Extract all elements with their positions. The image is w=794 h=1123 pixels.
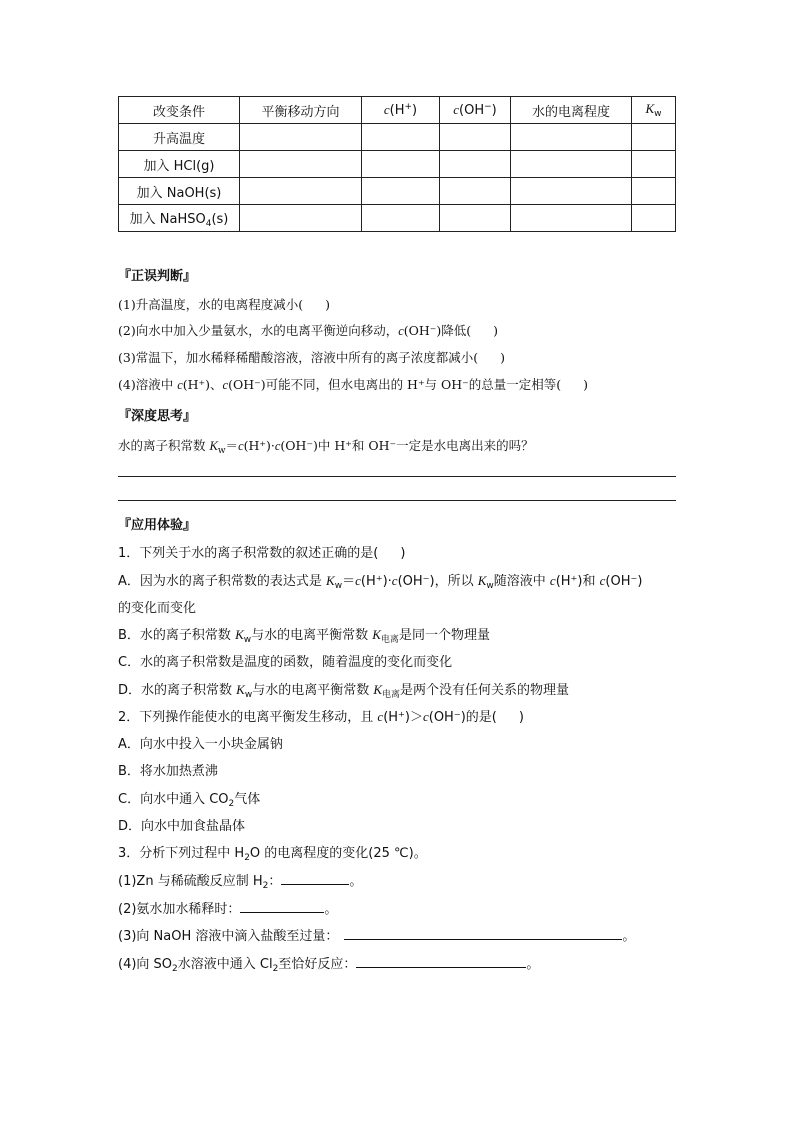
answer-blank-2[interactable] xyxy=(240,900,324,913)
answer-blank-3[interactable] xyxy=(344,927,622,940)
q2-option-c: C．向水中通入 $CO_2$气体 xyxy=(118,792,261,809)
answer-blank-1[interactable] xyxy=(281,872,349,885)
q3-part-1: (1)Zn 与稀硫酸反应制 $H_2$： 。 xyxy=(118,874,363,891)
q3-part-4: (4)向 $SO_2$水溶液中通入 $Cl_2$至恰好反应： 。 xyxy=(118,957,540,974)
header-shift-direction: 平衡移动方向 xyxy=(240,97,362,124)
q1-option-d: D．水的离子积常数 $K_w$与水的电离平衡常数 $K_{电离}$是两个没有任何关系的物理量 xyxy=(118,682,570,700)
q3-part-3: (3)向 NaOH 溶液中滴入盐酸至过量： 。 xyxy=(118,929,636,944)
q2-option-d: D．向水中加食盐晶体 xyxy=(118,819,246,834)
header-condition: 改变条件 xyxy=(119,97,240,124)
judge-item-4: (4)溶液中 c(H⁺)、c(OH⁻)可能不同，但水电离出的 H⁺与 OH⁻的总量一定相等( ) xyxy=(118,377,589,392)
q1-option-a-cont: 的变化而变化 xyxy=(118,601,197,616)
answer-blank-4[interactable] xyxy=(356,955,526,968)
apply-title: 『应用体验』 xyxy=(118,518,197,533)
header-c-oh: c(OH−) xyxy=(440,97,511,124)
q1-option-c: C．水的离子积常数是温度的函数，随着温度的变化而变化 xyxy=(118,655,453,670)
row-condition: 加入 NaHSO$_4$(s) xyxy=(119,205,240,232)
q1-option-a: A．因为水的离子积常数的表达式是 $K_w=c(H^+)\cdot c(OH^-)$，所以 $K_w$随溶液中 c(H⁺)和 c(OH⁻) xyxy=(118,573,643,591)
q1-stem: 1．下列关于水的离子积常数的叙述正确的是( ) xyxy=(118,546,406,561)
header-ionization-degree: 水的电离程度 xyxy=(511,97,632,124)
condition-table-wrap xyxy=(118,96,678,232)
answer-line-1 xyxy=(118,476,676,477)
q2-stem: 2．下列操作能使水的电离平衡发生移动，且 c(H⁺)＞c(OH⁻)的是( ) xyxy=(118,709,524,725)
table-header-row xyxy=(119,97,676,124)
row-condition: 加入 HCl(g) xyxy=(119,151,240,178)
judge-item-1: (1)升高温度，水的电离程度减小( ) xyxy=(118,297,330,312)
q1-option-b: B．水的离子积常数 $K_w$与水的电离平衡常数 $K_{电离}$是同一个物理量 xyxy=(118,627,490,645)
think-title: 『深度思考』 xyxy=(118,409,197,424)
judge-item-2: (2)向水中加入少量氨水，水的电离平衡逆向移动，c(OH⁻)降低( ) xyxy=(118,323,499,338)
table-row xyxy=(119,205,676,232)
judge-item-3: (3)常温下，加水稀释稀醋酸溶液，溶液中所有的离子浓度都减小( ) xyxy=(118,350,505,365)
q2-option-b: B．将水加热煮沸 xyxy=(118,764,218,779)
header-c-h: c(H+) xyxy=(362,97,440,124)
condition-table xyxy=(118,96,676,232)
row-condition: 加入 NaOH(s) xyxy=(119,178,240,205)
q2-option-a: A．向水中投入一小块金属钠 xyxy=(118,737,283,752)
answer-line-2 xyxy=(118,500,676,501)
table-row xyxy=(119,151,676,178)
judge-title: 『正误判断』 xyxy=(118,269,197,284)
header-kw: $K_w$ xyxy=(632,97,676,124)
table-row xyxy=(119,124,676,151)
table-row xyxy=(119,178,676,205)
q3-part-2: (2)氨水加水稀释时： 。 xyxy=(118,902,338,917)
think-question: 水的离子积常数 $K_w=c(H^+)\cdot c(OH^-)$中 H⁺和 OH⁻一定是水电离出来的吗？ xyxy=(118,438,534,456)
row-condition: 升高温度 xyxy=(119,124,240,151)
q3-stem: 3．分析下列过程中 $H_2O$ 的电离程度的变化(25 ℃)。 xyxy=(118,846,427,863)
